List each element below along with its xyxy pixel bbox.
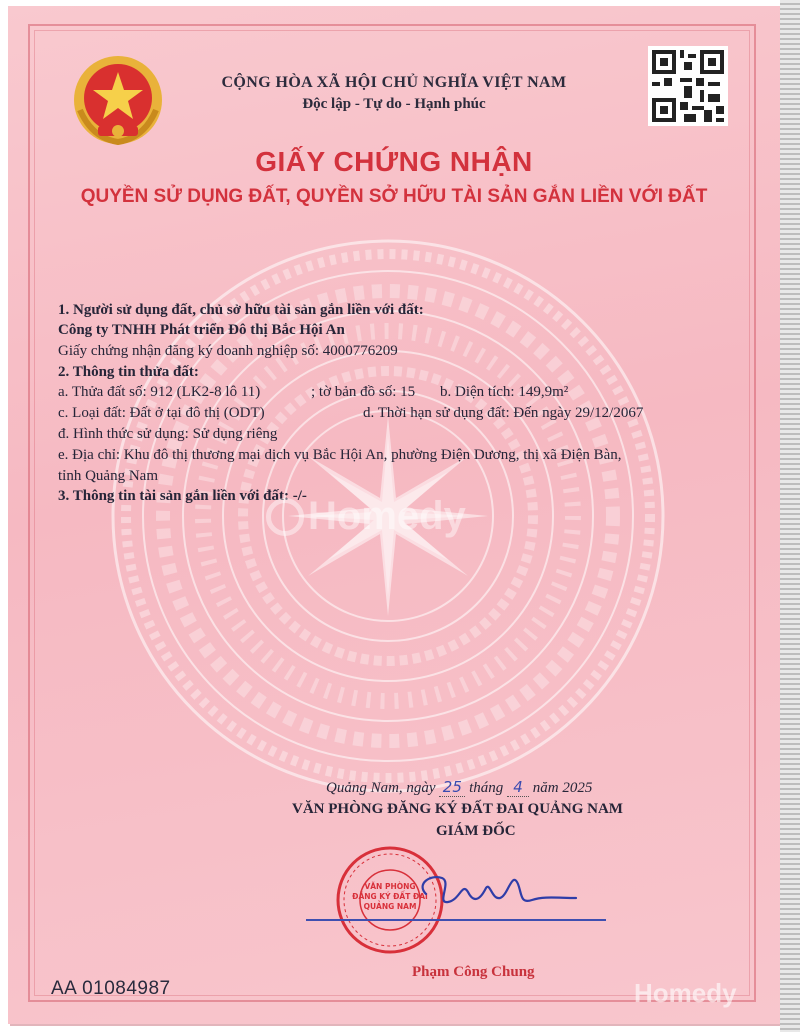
signing-date (326, 778, 592, 797)
section3-heading: 3. Thông tin tài sản gắn liền với đất: -/- (58, 488, 307, 504)
signing-day: 25 (439, 778, 465, 797)
address-line1: e. Địa chỉ: Khu đô thị thương mại dịch vụ Bắc Hội An, phường Điện Dương, thị xã Điện Bàn, (58, 447, 622, 463)
corner-watermark: Homedy (634, 978, 737, 1008)
seal-line3: QUẢNG NAM (363, 902, 417, 911)
signature-line (306, 919, 606, 921)
signer-position: GIÁM ĐỐC (436, 823, 516, 839)
month-label: tháng (469, 780, 504, 796)
business-registration: Giấy chứng nhận đăng ký doanh nghiệp số: 4000776209 (58, 343, 398, 359)
signing-year: năm 2025 (532, 780, 593, 796)
issuing-office: VĂN PHÒNG ĐĂNG KÝ ĐẤT ĐAI QUẢNG NAM (292, 801, 623, 817)
watermark (266, 494, 466, 539)
watermark-text: Homedy (308, 494, 466, 538)
nation-name: CỘNG HÒA XÃ HỘI CHỦ NGHĨA VIỆT NAM (221, 74, 567, 91)
owner-name: Công ty TNHH Phát triển Đô thị Bắc Hội An (58, 322, 345, 338)
certificate-subtitle: QUYỀN SỬ DỤNG ĐẤT, QUYỀN SỞ HỮU TÀI SẢN GẮN LIỀN VỚI ĐẤT (80, 186, 708, 207)
serial-number: AA 01084987 (51, 978, 171, 999)
certificate-sheet (8, 6, 780, 1024)
signing-place: Quảng Nam, ngày (326, 780, 436, 796)
signer-name: Phạm Công Chung (412, 964, 535, 980)
signing-month: 4 (507, 778, 529, 797)
address-line2: tỉnh Quảng Nam (58, 468, 158, 484)
seal-line1: VĂN PHÒNG (364, 882, 416, 891)
parcel-number: a. Thửa đất số: 912 (LK2-8 lô 11) (58, 384, 261, 400)
seal-line2: ĐĂNG KÝ ĐẤT ĐAI (352, 892, 428, 901)
signature-icon (408, 864, 588, 924)
usage-form: đ. Hình thức sử dụng: Sử dụng riêng (58, 426, 278, 442)
parcel-area: b. Diện tích: 149,9m² (440, 384, 569, 400)
motto: Độc lập - Tự do - Hạnh phúc (302, 96, 486, 112)
section1-heading: 1. Người sử dụng đất, chủ sở hữu tài sản gắn liền với đất: (58, 302, 424, 318)
land-use-term: d. Thời hạn sử dụng đất: Đến ngày 29/12/2067 (363, 405, 644, 421)
land-type: c. Loại đất: Đất ở tại đô thị (ODT) (58, 405, 265, 421)
certificate-title: GIẤY CHỨNG NHẬN (255, 146, 533, 177)
qr-code-icon (648, 46, 728, 126)
watermark-logo-icon (266, 498, 304, 536)
section2-heading: 2. Thông tin thửa đất: (58, 364, 199, 380)
map-sheet-number: ; tờ bản đồ số: 15 (311, 384, 416, 400)
scan-edge (780, 0, 800, 1032)
